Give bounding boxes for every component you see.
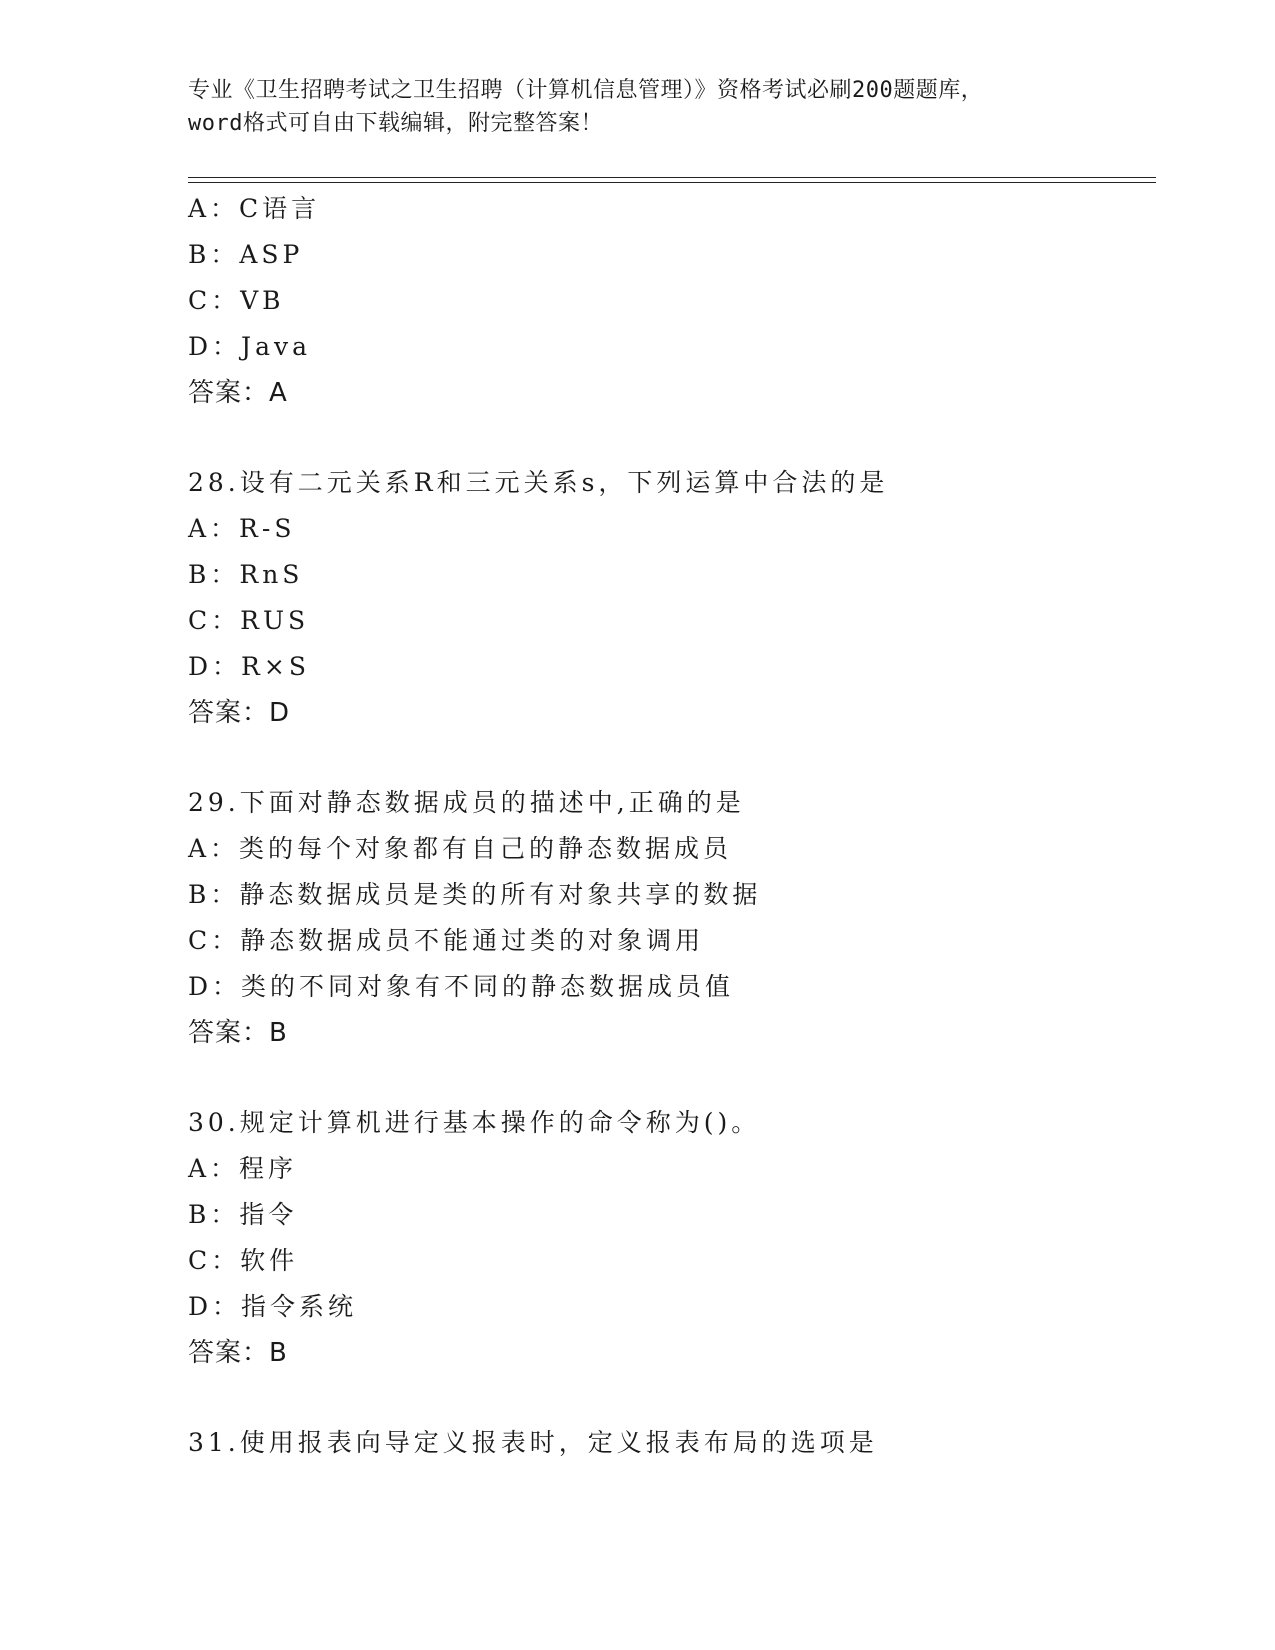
header-line-2: word格式可自由下载编辑，附完整答案！	[188, 111, 603, 136]
spacer	[188, 736, 1148, 780]
option-c: C：RUS	[188, 606, 310, 635]
option-c: C：VB	[188, 286, 285, 315]
option-b: B：RnS	[188, 560, 304, 589]
document-header	[188, 74, 1108, 140]
question-list	[188, 186, 1148, 1466]
option-d: D：指令系统	[188, 1292, 358, 1321]
option-c: C：软件	[188, 1246, 299, 1275]
option-b: B：指令	[188, 1200, 298, 1229]
answer-line: 答案：A	[188, 378, 288, 408]
header-divider-bottom	[188, 182, 1156, 183]
option-a: A：类的每个对象都有自己的静态数据成员	[188, 834, 733, 863]
spacer	[188, 1056, 1148, 1100]
question-block-29	[188, 780, 1148, 1056]
question-stem: 28.设有二元关系R和三元关系s，下列运算中合法的是	[188, 468, 889, 497]
answer-line: 答案：B	[188, 1018, 288, 1048]
answer-line: 答案：D	[188, 698, 291, 728]
option-c: C：静态数据成员不能通过类的对象调用	[188, 926, 705, 955]
option-b: B：ASP	[188, 240, 304, 269]
question-stem: 29.下面对静态数据成员的描述中,正确的是	[188, 788, 745, 817]
question-block-28	[188, 460, 1148, 736]
option-a: A：R-S	[188, 514, 296, 543]
question-block-30	[188, 1100, 1148, 1376]
answer-line: 答案：B	[188, 1338, 288, 1368]
header-divider-top	[188, 177, 1156, 178]
question-block-31	[188, 1420, 1148, 1466]
option-a: A：C语言	[188, 194, 321, 223]
spacer	[188, 416, 1148, 460]
option-d: D：R×S	[188, 652, 310, 681]
question-block-27	[188, 186, 1148, 416]
option-d: D：类的不同对象有不同的静态数据成员值	[188, 972, 735, 1001]
question-stem: 31.使用报表向导定义报表时，定义报表布局的选项是	[188, 1428, 878, 1457]
spacer	[188, 1376, 1148, 1420]
option-a: A：程序	[188, 1154, 298, 1183]
option-d: D：Java	[188, 332, 311, 361]
header-line-1: 专业《卫生招聘考试之卫生招聘（计算机信息管理）》资格考试必刷200题题库，	[188, 78, 984, 103]
question-stem: 30.规定计算机进行基本操作的命令称为()。	[188, 1108, 761, 1137]
option-b: B：静态数据成员是类的所有对象共享的数据	[188, 880, 762, 909]
